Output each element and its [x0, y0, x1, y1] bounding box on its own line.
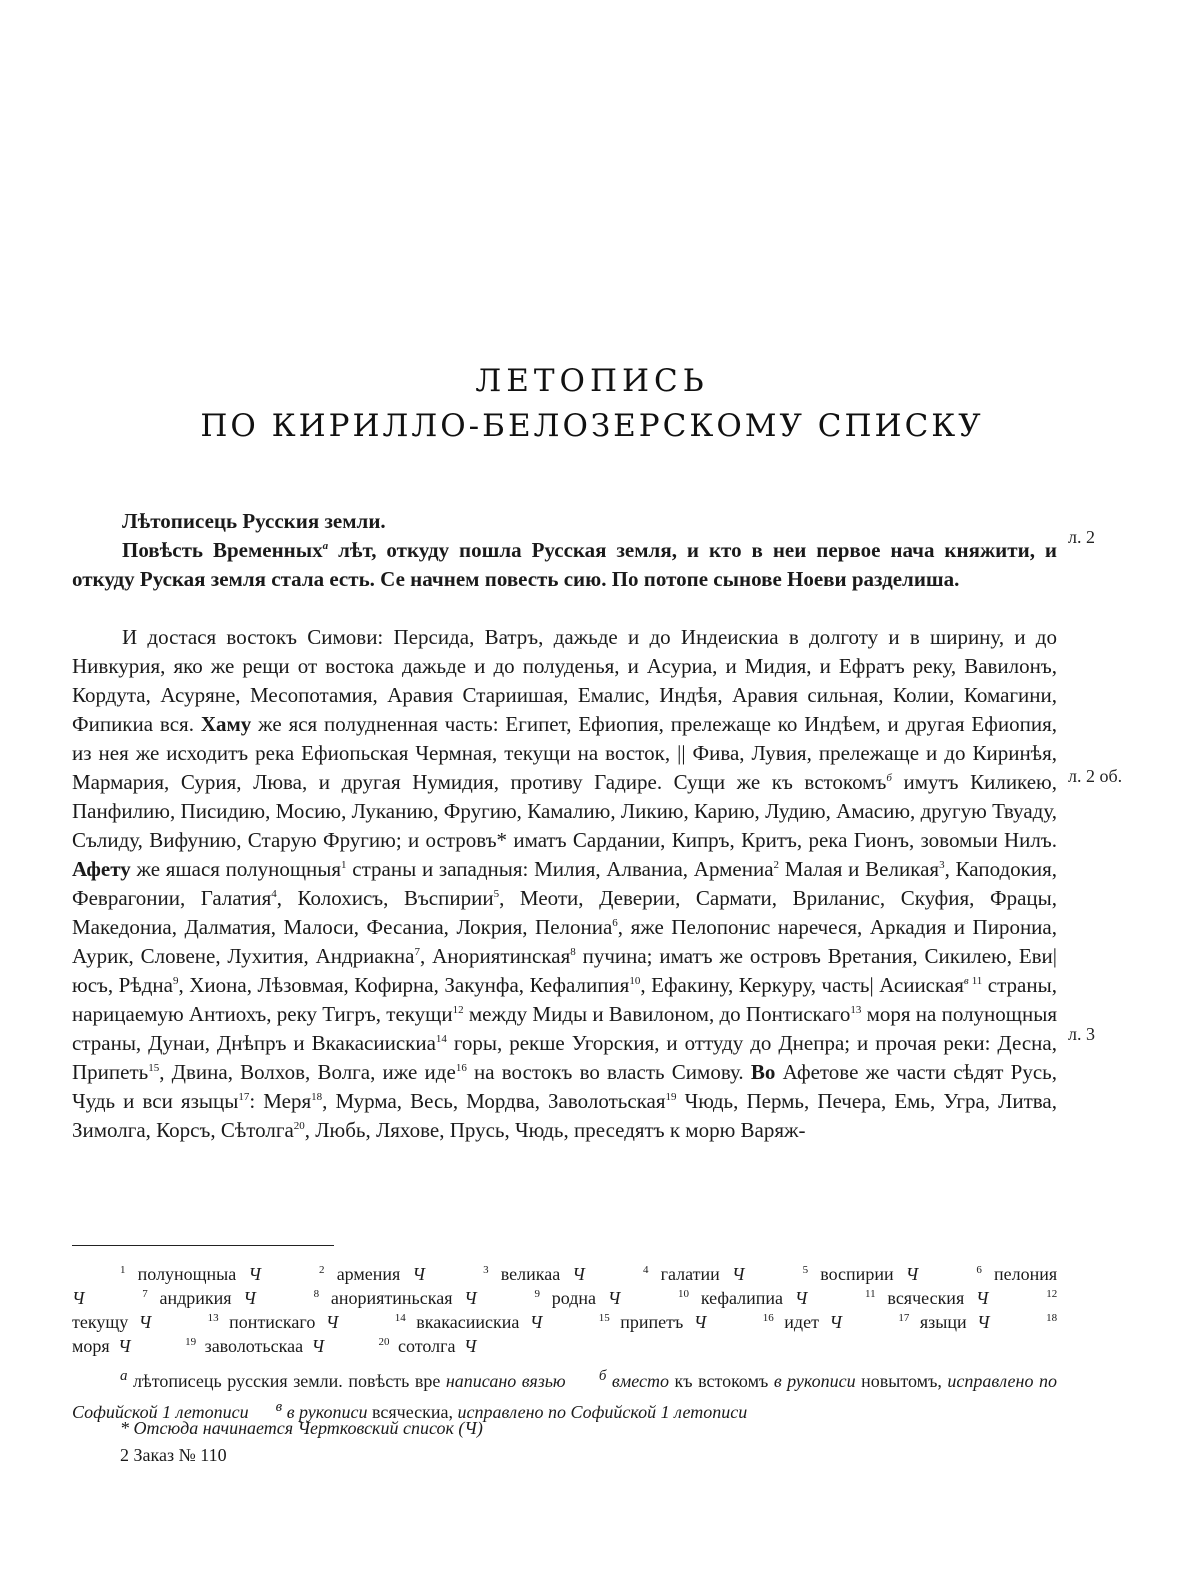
- page-title-line-1: ЛЕТОПИСЬ: [475, 363, 709, 399]
- footnote-item: $^8$ анориятиньская Ч: [313, 1288, 477, 1308]
- footnote-item: $^{17}$ языци Ч: [898, 1312, 990, 1332]
- printer-signature: [72, 1445, 1057, 1466]
- chronicle-heading: [72, 507, 1057, 536]
- footnote-item: $^5$ воспирии Ч: [802, 1264, 919, 1284]
- star-footnote: [72, 1418, 1057, 1439]
- footnote-item: $^{20}$ сотолга Ч: [378, 1336, 477, 1356]
- margin-note-leaf-3: л. 3: [1068, 1024, 1095, 1044]
- footnote-item: $^9$ родна Ч: [534, 1288, 621, 1308]
- footnote-item: $^1$ полунощныа Ч: [120, 1264, 261, 1284]
- footnote-item: $^3$ великаа Ч: [483, 1264, 585, 1284]
- footnote-item: $^2$ армения Ч: [319, 1264, 425, 1284]
- footnote-item: $^{14}$ вкакасиискиа Ч: [394, 1312, 543, 1332]
- note-mark-b: б: [886, 772, 892, 784]
- signature-text: 2 Заказ № 110: [120, 1445, 227, 1465]
- body-text: И достася востокъ Симови: Персида, Ватръ, дажьде и до Индеискиа в долготу и в ширину, и до Нивкурия, яко же рещи от востока дажьде и до полуденья, и Асуриа, и Мидия, и Ефратъ реку, Вавилонъ, Кордута, Асуряне, Месопотамия, Аравия Стариишая, Емалис, Индѣя, Аравия сильная, Колии, Комагини, Фипикиа вся. Хаму же яся полудненная часть: Египет, Ефиопия, прележаще ко Индѣем, и другая Ефиопия, из нея же исходитъ река Ефиопьская Чермная, текущи на восток, || Фива, Лувия, прележаще и до Киринѣя, Мармария, Сурия, Люва, и другая Нумидия, противу Гадире. Сущи же къ встокомъ$^б$ имутъ Киликею, Панфилию, Писидию, Мосию, Луканию, Фругию, Камалию, Ликию, Карию, Лудию, Амасию, другую Твуаду, Сълиду, Вифунию, Старую Фругию; и островъ* иматъ Сардании, Кипръ, Критъ, река Гионъ, зовомыи Нилъ. Афету же яшася полунощныя$^1$ страны и западныя: Милия, Алваниа, Армениа$^2$ Малая и Великая$^3$, Каподокия, Февpагонии, Галатия$^4$, Колохисъ, Въспирии$^5$, Меоти, Деверии, Сармати, Вриланис, Скуфия, Фрацы, Македониа, Далматия, Малоси, Фесаниа, Локрия, Пелониа$^6$, яже Пелопонис наречеся, Аркадия и Пирониа, Аурик, Словене, Лухития, Андриакна$^7$, Анориятинская$^8$ пучина; иматъ же островъ Вретания, Сикилею, Еви| юсъ, Рѣдна$^9$, Хиона, Лѣзовмая, Кофирна, Закунфа, Кефалипия$^{10}$, Ефакину, Керкуру, часть| Асииская$^{в 11}$ страны, нарицаемую Антиохъ, реку Тигръ, текущи$^{12}$ между Миды и Вавилоном, до Понтискаго$^{13}$ моря на полунощныя страны, Дунаи, Днѣпръ и Вкакасиискиа$^{14}$ горы, рекше Угорския, и оттуду до Днепра; и прочая реки: Десна, Припеть$^{15}$, Двина, Волхов, Волга, иже иде$^{16}$ на востокъ во власть Симову. Во Афетове же части сѣдят Русь, Чудь и вси языцы$^{17}$: Меря$^{18}$, Мурма, Весь, Мордва, Заволотьская$^{19}$ Чюдь, Пермь, Печера, Емь, Угра, Литва, Зимолга, Корсъ, Сѣтолга$^{20}$, Любь, Ляхове, Прусь, Чюдь, преседятъ к морю Варяж-: [72, 625, 1058, 1142]
- star-footnote-text: * Отсюда начинается Чертковский список (Ч): [120, 1418, 483, 1438]
- footnote-item: $^{11}$ всяческия Ч: [865, 1288, 989, 1308]
- footnote-item: $^{19}$ заволотьскаа Ч: [185, 1336, 324, 1356]
- footnote-item: $^7$ андрикия Ч: [142, 1288, 256, 1308]
- footnote-item: $^{13}$ понтискаго Ч: [207, 1312, 339, 1332]
- title-text-a: Повѣсть Временных: [122, 538, 323, 562]
- footnote-divider: [72, 1245, 334, 1246]
- footnote-item: $^{12}$ текущу Ч: [72, 1288, 1058, 1332]
- footnote-item: $^6$ пелония Ч: [72, 1264, 1058, 1308]
- title-text-b: лѣт, откуду пошла Русская земля, и кто в неи первое нача княжити, и откуду Руская земля стала есть. Се начнем повесть сию. По потопе сынове Ноеви разделиша.: [72, 538, 1057, 591]
- chronicle-title-paragraph: [72, 536, 1057, 594]
- note-mark-a: а: [322, 540, 329, 552]
- footnote-item: $^{10}$ кефалипиа Ч: [678, 1288, 808, 1308]
- footnote-item: $^{18}$ моря Ч: [72, 1312, 1058, 1356]
- lettered-footnote-text: $^а$ лѣтописець русския земли. повѣсть вре написано вязью $^б$ вместо къ встокомъ в рукописи новытомъ, исправлено по Софийской 1 летописи $^в$ в рукописи всяческиа, исправлено по Софийской 1 летописи: [72, 1368, 1057, 1422]
- note-mark-v: в: [963, 975, 969, 987]
- numbered-footnotes: [72, 1262, 1057, 1358]
- footnote-item: $^{16}$ идет Ч: [762, 1312, 842, 1332]
- margin-note-leaf-2: л. 2: [1068, 527, 1095, 547]
- footnote-item: $^4$ галатии Ч: [642, 1264, 745, 1284]
- footnote-item: $^{15}$ припетъ Ч: [598, 1312, 707, 1332]
- page-title-line-2: ПО КИРИЛЛО-БЕЛОЗЕРСКОМУ СПИСКУ: [200, 408, 984, 444]
- margin-note-leaf-2-verso: л. 2 об.: [1068, 766, 1123, 786]
- chronicle-body-paragraph: [72, 623, 1057, 1145]
- heading-text: Лѣтописець Русския земли.: [122, 509, 386, 533]
- footnote-list: [72, 1262, 1057, 1358]
- lettered-footnotes: [72, 1363, 1057, 1425]
